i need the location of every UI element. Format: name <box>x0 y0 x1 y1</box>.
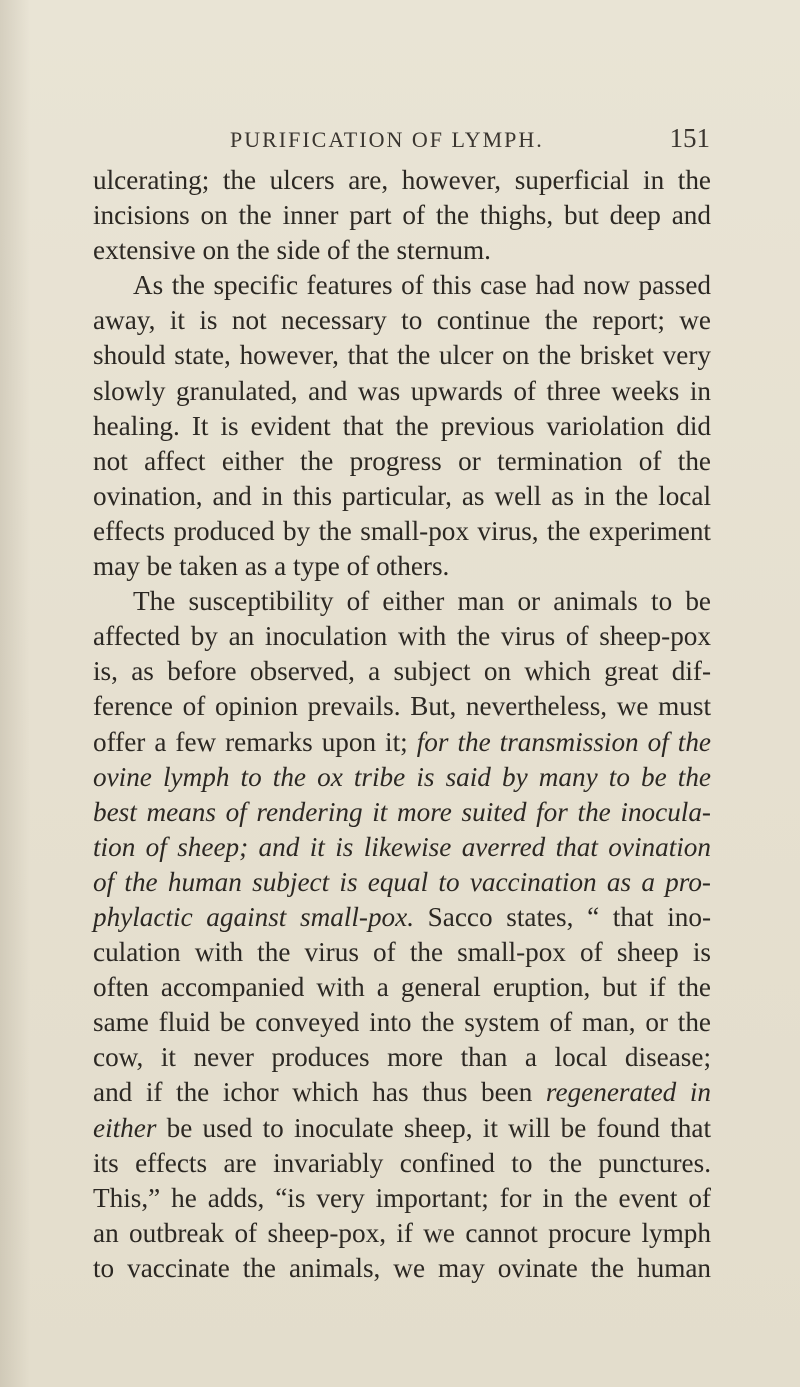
text-line <box>93 1251 711 1286</box>
text-line <box>93 654 711 689</box>
text-segment: This,” he adds, “is very important; for in the event of <box>93 1182 711 1213</box>
text-line <box>93 233 711 268</box>
text-segment: healing. It is evident that the previous variolation did <box>93 410 711 441</box>
text-line <box>93 619 711 654</box>
text-line <box>93 1146 711 1181</box>
text-line <box>93 409 711 444</box>
text-segment: ulcerating; the ulcers are, however, superficial in the <box>93 165 711 195</box>
text-segment: affected by an inoculation with the virus of sheep-pox <box>93 621 711 652</box>
page-number: 151 <box>669 123 710 153</box>
italic-text: either <box>93 1112 157 1143</box>
text-line <box>93 865 711 900</box>
italic-text: tion of sheep; and it is likewise averred that ovination <box>93 831 711 862</box>
italic-text: for the transmission of the <box>416 726 711 757</box>
text-segment: offer a few remarks upon it; <box>93 726 417 757</box>
text-line <box>93 549 711 584</box>
page-header <box>230 123 710 161</box>
text-segment: an outbreak of sheep-pox, if we cannot procure lymph <box>93 1217 711 1248</box>
text-segment: its effects are invariably confined to the punctures. <box>93 1147 711 1178</box>
text-line <box>93 338 711 373</box>
text-line <box>93 795 711 830</box>
running-head: PURIFICATION OF LYMPH. <box>230 127 544 152</box>
text-segment: same fluid be conveyed into the system of man, or the <box>93 1007 711 1038</box>
text-line <box>93 1181 711 1216</box>
italic-text: of the human subject is equal to vaccination as a pro- <box>93 866 711 897</box>
text-line <box>93 514 711 549</box>
text-line <box>93 268 711 303</box>
text-segment: As the specific features of this case had now passed <box>133 270 711 301</box>
text-line <box>93 935 711 970</box>
text-line <box>93 1040 711 1075</box>
body-text <box>93 163 711 1286</box>
text-line <box>93 1075 711 1110</box>
text-line <box>93 900 711 935</box>
text-line <box>93 444 711 479</box>
text-line <box>93 830 711 865</box>
text-line <box>93 198 711 233</box>
text-segment: cow, it never produces more than a local disease; <box>93 1042 711 1073</box>
text-line <box>93 725 711 760</box>
italic-text: best means of rendering it more suited for the inocula- <box>93 796 711 827</box>
text-line <box>93 970 711 1005</box>
italic-text: phylactic against small-pox. <box>93 901 415 932</box>
text-segment: to vaccinate the animals, we may ovinate the human <box>93 1252 711 1283</box>
text-line <box>93 1111 711 1146</box>
italic-text: ovine lymph to the ox tribe is said by many to be the <box>93 761 711 792</box>
text-line <box>93 584 711 619</box>
text-segment: ference of opinion prevails. But, nevertheless, we must <box>93 691 711 722</box>
text-line <box>93 760 711 795</box>
text-segment: slowly granulated, and was upwards of three weeks in <box>93 375 711 406</box>
text-segment: and if the ichor which has thus been <box>93 1077 546 1108</box>
text-segment: Sacco states, “ that ino- <box>414 901 712 932</box>
text-line <box>93 1005 711 1040</box>
text-line <box>93 303 711 338</box>
text-segment: away, it is not necessary to continue the report; we <box>93 305 711 336</box>
text-line <box>93 479 711 514</box>
text-segment: not affect either the progress or termination of the <box>93 445 711 476</box>
text-segment: ovination, and in this particular, as well as in the local <box>93 480 711 511</box>
text-segment: incisions on the inner part of the thighs, but deep and <box>93 200 711 231</box>
text-segment: effects produced by the small-pox virus, the experiment <box>93 515 711 546</box>
text-segment: The susceptibility of either man or animals to be <box>133 586 711 617</box>
text-line <box>93 1216 711 1251</box>
text-segment: often accompanied with a general eruption, but if the <box>93 972 711 1003</box>
text-segment: extensive on the side of the sternum. <box>93 235 491 266</box>
text-segment: may be taken as a type of others. <box>93 551 450 582</box>
text-line <box>93 163 711 198</box>
text-segment: is, as before observed, a subject on which great dif- <box>93 656 711 687</box>
text-segment: culation with the virus of the small-pox of sheep is <box>93 937 711 968</box>
text-line <box>93 689 711 724</box>
italic-text: regenerated in <box>545 1077 711 1108</box>
text-segment: should state, however, that the ulcer on the brisket very <box>93 340 711 371</box>
text-segment: be used to inoculate sheep, it will be found that <box>156 1112 711 1143</box>
text-line <box>93 374 711 409</box>
